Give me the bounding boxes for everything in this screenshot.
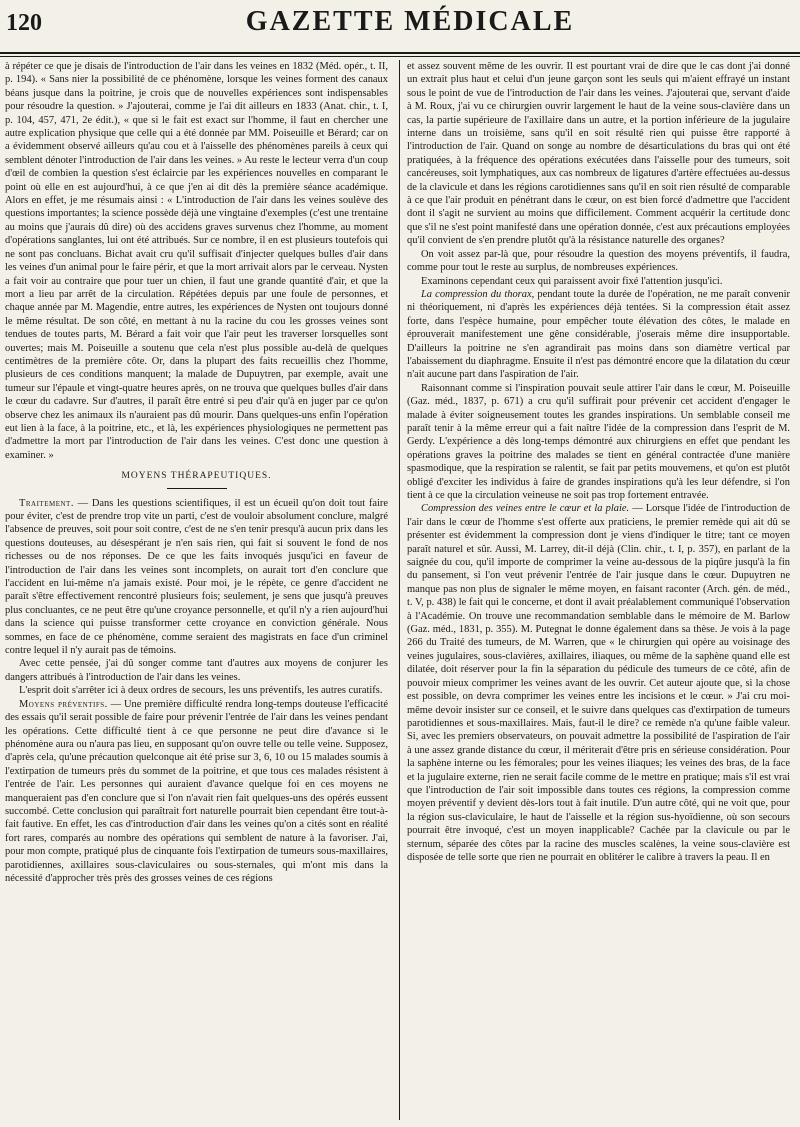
paragraph: à répéter ce que je disais de l'introduction de l'air dans les veines en 1832 (Méd. opér., t. II, p. 194). « Sans nier la possibilité de ce phénomène, lorsque les veines forment des canaux béans jusque dans la poitrine, je crois que de nouvelles expériences sont indispensables pour résoudre la question. » J'ajouterai, comme je l'ai dit ailleurs en 1833 (Anat. chir., t. I, p. 104, 457, 471, 2e édit.), « que si le fait est exact sur l'homme, il faut en chercher une autre explication physique que celle qui a été donnée par MM. Poiseuille et Bérard; car on a évidemment observé ailleurs qu'au cou et à l'aisselle des phénomènes pareils à ceux qui semblent dénoter l'introduction de l'air dans les veines. » Au reste le lecteur verra d'un coup d'œil de combien la question s'est éclaircie par les expériences nouvelles en comparant le point où elle en est aujourd'hui, à ce que j'en ai dit dès la première séance académique. Alors en effet, je me résumais ainsi : « L'introduction de l'air dans les veines soulève des questions importantes; la science possède déjà une vingtaine d'exemples (c'est une trentaine au moins que j'aurais dû dire) où des accidens graves survenus chez l'homme, au moment d'opérations sanglantes, lui ont été attribués. Sur ce nombre, il en est plusieurs toutefois qui ne sont pas concluans. Bichat avait cru qu'il suffisait d'injecter quelques bulles d'air dans les veines d'un animal pour le faire périr, et que la mort arrivait alors par le cerveau. Nysten a fait voir au contraire que pour tuer un chien, il faut une grande quantité d'air, et que la mort a lieu par arrêt de la circulation. Répétées depuis par une foule de personnes, et chaque année par M. Magendie, entre autres, les expériences de Nysten ont toujours donné le même résultat. De son côté, en mettant à nu la racine du cou les grosses veines sont tendues de toutes parts, M. Bérard a fait voir que l'air peut les traverser lorsquelles sont ouvertes; mais M. Poiseuille a soutenu que cela n'est plus possible au-delà de quelques centimètres de la première côte. Or, dans la plupart des faits recueillis chez l'homme, plusieurs de ces conditions manquent; la malade de Dupuytren, par exemple, avait une tumeur sur l'épaule et vingt-quatre heures après, on ne trouva que quelques bulles d'air dans le cœur du cadavre. Sur d'autres, il paraît être entré si peu d'air qu'à en juger par ce qu'on observe chez les animaux ils n'auraient pas dû mourir. Dans quelques-uns enfin l'opération eut lien à la face, à la poitrine, etc., et là, les expériences physiologiques ne permettent pas d'admettre la mort par l'introduction de l'air dans les veines. C'est donc une question à examiner. » bbox=[5, 61, 388, 461]
paragraph-text: , pendant toute la durée de l'opération, ne me paraît convenir ni théoriquement, ni d'après les expériences déjà tentées. Si la compression était assez forte, dans l'espèce humaine, pour empêcher toute élévation des côtes, le malade en éprouverait manifestement une gêne considérable, j'oserais même dire insupportable. D'ailleurs la poitrine ne s'en agrandirait pas moins dans son diamètre vertical par l'abaissement du diaphragme. Ensuite il n'est pas démontré encore que la dilatation du cœur n'ait aucune part dans l'aspiration de l'air. bbox=[407, 288, 790, 381]
paragraph: On voit assez par-là que, pour résoudre la question des moyens préventifs, il faudra, comme pour tout le reste au surplus, de nombreuses expériences. bbox=[407, 248, 790, 274]
right-column bbox=[407, 60, 790, 1120]
paragraph: et assez souvent même de les ouvrir. Il est pourtant vrai de dire que le cas dont j'ai donné un extrait plus haut et celui d'un jeune garçon sont les seuls qui m'aient effrayé un instant sous le point de vue de l'introduction de l'air dans les veines. J'ajouterai que, servant d'aide à M. Roux, j'ai vu ce chirurgien ouvrir largement le haut de la veine sous-clavière dans un cas, la partie supérieure de l'axillaire dans un autre, et la portion inférieure de la jugulaire interne dans un troisième, sans qu'il en soit résulté rien qui puisse être rapporté à l'introduction de l'air. Quand on songe au nombre de désarticulations du bras qui ont été pratiquées, à la fréquence des opérations exécutées dans l'aisselle pour des tumeurs, soit cancéreuses, soit lymphatiques, aux cas nombreux de ligatures d'artère effectuées au-dessus de la clavicule et dans les régions carotidiennes sans qu'il en soit rien résulté de comparable à ce que l'air produit en pénétrant dans le cœur, on est bien forcé d'admettre que l'accident dont il s'agit ne survient au moins que difficilement. Comment acquérir la certitude donc que s'il ne s'est point manifesté dans une opération donnée, c'est aux précautions employées qu'il convient de s'en prendre plutôt qu'à la résistance naturelle des organes? bbox=[407, 61, 790, 247]
header-rule-thin bbox=[0, 56, 800, 57]
section-heading: MOYENS THÉRAPEUTIQUES. bbox=[121, 471, 272, 482]
paragraph-label: Moyens préventifs. bbox=[19, 698, 108, 710]
paragraph bbox=[5, 698, 388, 886]
paragraph-text: — Une première difficulté rendra long-temps douteuse l'efficacité des essais qu'il serait possible de faire pour prévenir l'entrée de l'air dans les veines pendant les opérations. Cette difficulté tient à ce que personne ne peut dire d'avance si le phénomène aura ou n'aura pas lieu, en supposant qu'on ouvre telle ou telle veine. Supposez, d'après cela, qu'une précaution quelconque ait été prise sur 3, 6, 10 ou 15 malades soumis à l'extirpation de tumeurs près du sommet de la poitrine, et que tous ces malades résistent à l'entrée de l'air. Les personnes qui auraient d'avance quelque foi en ces moyens ne manqueraient pas d'en conclure que si l'on n'avait rien fait quelques-uns des opérés eussent succombé. Cette conclusion qui paraîtrait fort naturelle pourrait bien cependant être tout-à-fait fautive. En effet, les cas d'introduction d'air dans les veines qu'on a cités sont en réalité fort rares, comparés au nombre des opérations qui semblent de nature à la favoriser. J'ai, pour mon compte, pratiqué plus de cinquante fois l'extirpation de tumeurs sous-maxillaires, parotidiennes, axillaires sous-claviculaires ou sous-sternales, qui m'ont mis dans la nécessité d'approcher très près des grosses veines de ces régions bbox=[5, 698, 388, 884]
paragraph-label: Traitement. bbox=[19, 497, 74, 509]
left-column bbox=[5, 60, 388, 1120]
column-divider bbox=[399, 60, 400, 1120]
paragraph-text: — Lorsque l'idée de l'introduction de l'air dans le cœur de l'homme s'est offerte aux praticiens, le premier remède qui ait dû se présenter est évidemment la compression dont je viens d'indiquer le titre; tant ce moyen paraît naturel et sûr. Aussi, M. Larrey, dit-il déjà (Clin. chir., t. I, p. 357), en parlant de la saignée du cou, qu'il importe de comprimer la veine au-dessous de la piqûre jusqu'à la fin du pansement, si l'on veut prévenir l'entrée de l'air jusque dans le cœur. Dupuytren ne manque pas non plus de signaler le même moyen, en faisant raconter (Arch. gén. de méd., t. V, p. 438) le fait qui le concerne, et dont il avait préalablement communiqué l'observation à l'Académie. On trouve une recommandation semblable dans le mémoire de M. Barlow (Gaz. méd., 1831, p. 355). M. Putegnat le donne également dans sa thèse. Je vois à la page 266 du Traité des tumeurs, de M. Warren, que « le chirurgien qui opère au voisinage des veines jugulaires, sous-clavières, axillaires, iliaques, ou même de la saphène quand elle est dilatée, doit réserver pour la fin la séparation du pédicule des tumeurs de ce côté, afin de pouvoir mieux comprimer les veines avant de les ouvrir. Cet auteur ajoute que, si la chose est possible, on devra comprimer les veines entre les incisions et le cœur. » J'ai cru moi-même devoir insister sur ce conseil, et le suivre dans quelques cas d'extirpation de tumeurs parotidiennes et sous-maxillaires. Mais, faut-il le dire? ce remède n'a qu'une faible valeur. Si, avec les premiers observateurs, on pouvait admettre la possibilité de l'aspiration de l'air à une assez grande distance du cœur, il mériterait d'être pris en sérieuse considération. Pour la saphène interne ou les fémorales; pour les veines iliaques; les veines des bras, de la face et la jugulaire externe, rien ne serait facile comme de le mettre en pratique; mais s'il est vrai que l'introduction de l'air soit impossible dans toutes ces régions, la compression comme moyen préventif y devient dès-lors tout à fait inutile. D'un autre côté, qui ne voit que, pour la région sus-claviculaire, le haut de l'aisselle et la région sus-hyoïdienne, où son secours pourrait être invoqué, c'est un moyen inapplicable? Cachée par la clavicule ou par le sternum, séparée des côtes par la racine des muscles scalènes, la veine sous-clavière est disposée de telle sorte que rien ne pourrait en oblitérer le calibre à travers la peau. Il en bbox=[407, 503, 790, 863]
paragraph-label: La compression du thorax bbox=[421, 288, 532, 300]
paragraph: Raisonnant comme si l'inspiration pouvait seule attirer l'air dans le cœur, M. Poiseuille (Gaz. méd., 1837, p. 671) a cru qu'il suffirait pour prévenir cet accident d'engager le malade à éviter soigneusement toutes les grandes inspirations. Un semblable conseil me paraît tenir à la même erreur qui a fait naître l'idée de la compression dans l'esprit de M. Gerdy. L'expérience a dès long-temps démontré aux chirurgiens en effet que pendant les opérations graves la poitrine des malades se tient en général contractée d'une manière spasmodique, que la respiration se ralentit, se fait par petits mouvemens, et qu'on est plutôt obligé d'exciter les individus à faire de grandes inspirations qu'à les leur défendre, si l'on tient à ce que la circulation veineuse ne soit pas trop fortement entravée. bbox=[407, 382, 790, 501]
journal-title: GAZETTE MÉDICALE bbox=[245, 6, 575, 37]
paragraph bbox=[407, 502, 790, 864]
paragraph bbox=[407, 288, 790, 382]
paragraph: Avec cette pensée, j'ai dû songer comme tant d'autres aux moyens de conjurer les dangers attribués à l'introduction de l'air dans les veines. bbox=[5, 658, 388, 683]
paragraph-label: Compression des veines entre le cœur et la plaie. bbox=[421, 503, 630, 515]
paragraph-text: — Dans les questions scientifiques, il est un écueil qu'on doit tout faire pour éviter, c'est de prendre trop vite un parti, c'est de vouloir absolument conclure, malgré l'absence de preuves, soit pour soit contre, c'est de ne s'en tenir presqu'à aucun prix dans les questions douteuses, au désespérant je n'en sais rien, qui fait si souvent le fond de nos richesses ou de nos réponses. De ce que les faits invoqués jusqu'ici en faveur de l'introduction de l'air dans les veines sont incomplets, on aurait tort d'en conclure que l'accident en lui-même n'a jamais existé. Pour moi, je le répète, ce genre d'accident ne paraît s'être effectivement rencontré plusieurs fois; seulement, je sens que jusqu'à preuves plus concluantes, ce ne peut être qu'une croyance personnelle, et qu'il n'y a rien aujourd'hui dans la science qui puisse transformer cette croyance en conviction générale. Nous sommes, en face de ce phénomène, comme seraient des magistrats en face d'un criminel contre lequel il n'y aurait pas de témoins. bbox=[5, 497, 388, 657]
heading-rule bbox=[167, 488, 227, 489]
paragraph bbox=[5, 497, 388, 658]
header-rule bbox=[0, 52, 800, 54]
page-number: 120 bbox=[6, 10, 42, 36]
paragraph: Examinons cependant ceux qui paraissent avoir fixé l'attention jusqu'ici. bbox=[421, 275, 723, 287]
paragraph: L'esprit doit s'arrêter ici à deux ordres de secours, les uns préventifs, les autres curatifs. bbox=[19, 685, 383, 697]
page-header bbox=[0, 0, 800, 60]
